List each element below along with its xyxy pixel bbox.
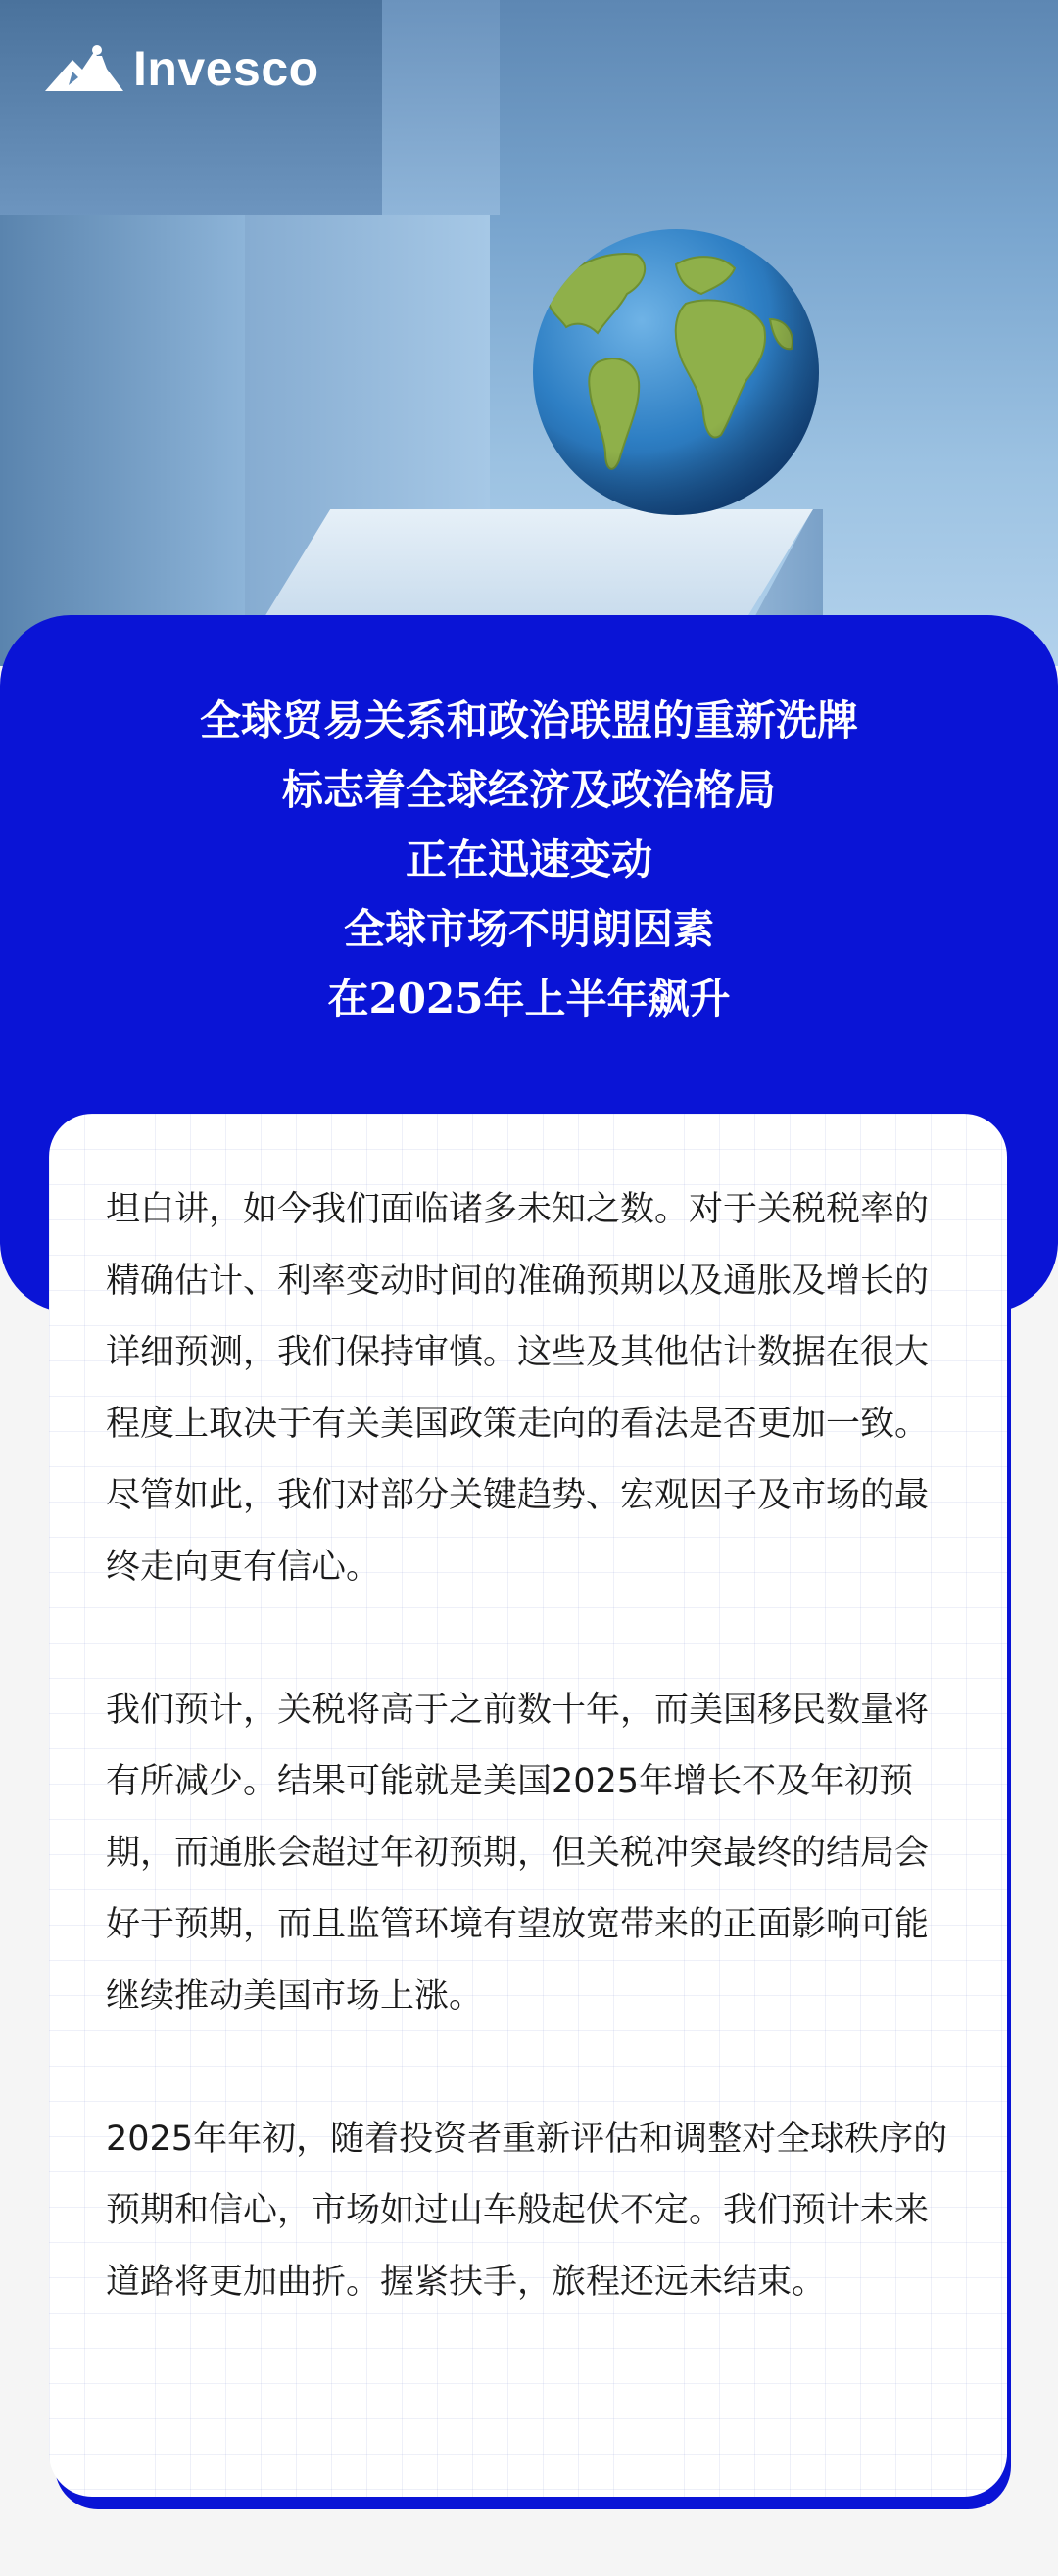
hero-image <box>0 0 1058 666</box>
brand-name: Invesco <box>133 41 319 96</box>
headline-line: 全球市场不明朗因素 <box>343 905 714 953</box>
backdrop-block <box>0 0 382 215</box>
pedestal-top <box>264 509 813 617</box>
mountain-climber-logo-icon <box>43 42 125 95</box>
backdrop-block <box>382 0 500 215</box>
globe-icon <box>529 225 823 519</box>
headline <box>0 686 1058 1033</box>
brand-logo[interactable] <box>43 39 319 98</box>
body-paragraph: 我们预计，关税将高于之前数十年，而美国移民数量将有所减少。结果可能就是美国2025年增长不及年初预期，而通胀会超过年初预期，但关税冲突最终的结局会好于预期，而且监管环境有望放宽带来的正面影响可能继续推动美国市场上涨。 <box>106 1691 930 2016</box>
body-paragraph: 坦白讲，如今我们面临诸多未知之数。对于关税税率的精确估计、利率变动时间的准确预期以及通胀及增长的详细预测，我们保持审慎。这些及其他估计数据在很大程度上取决于有关美国政策走向的看法是否更加一致。尽管如此，我们对部分关键趋势、宏观因子及市场的最终走向更有信心。 <box>106 1190 930 1587</box>
body-paragraph: 2025年年初，随着投资者重新评估和调整对全球秩序的预期和信心，市场如过山车般起伏不定。我们预计未来道路将更加曲折。握紧扶手，旅程还远未结束。 <box>106 2120 948 2302</box>
headline-line: 在2025年上半年飙升 <box>327 975 731 1023</box>
content-card <box>49 1114 1007 2497</box>
headline-line: 全球贸易关系和政治联盟的重新洗牌 <box>199 696 858 744</box>
headline-line: 标志着全球经济及政治格局 <box>281 766 776 814</box>
headline-line: 正在迅速变动 <box>405 835 652 883</box>
backdrop-block <box>0 215 245 666</box>
